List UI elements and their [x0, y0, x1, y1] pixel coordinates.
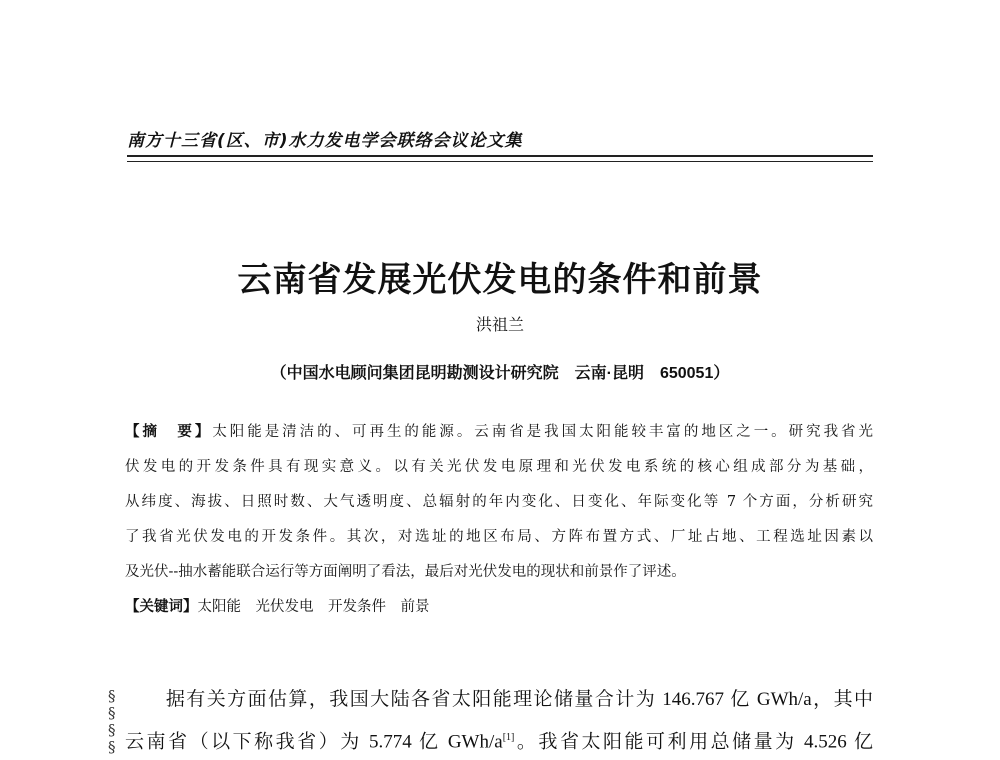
- abstract-label: 【摘 要】: [125, 424, 213, 440]
- keywords-label: 【关键词】: [125, 599, 198, 615]
- body-text: 。我省太阳能可利用总储量为 4.526 亿: [514, 731, 873, 753]
- author: 洪祖兰: [475, 315, 524, 334]
- affiliation: （中国水电顾问集团昆明勘测设计研究院 云南·昆明 650051）: [270, 365, 730, 382]
- binding-margin-icon: § § § §: [108, 687, 116, 756]
- header-rule-top: [127, 155, 873, 157]
- citation-ref: [1]: [502, 732, 515, 743]
- body-line: [125, 725, 873, 755]
- abstract-line: 了我省光伏发电的开发条件。其次，对选址的地区布局、方阵布置方式、厂址占地、工程选址因素以: [125, 529, 873, 545]
- abstract-text: 太阳能是清洁的、可再生的能源。云南省是我国太阳能较丰富的地区之一。研究我省光: [212, 424, 874, 440]
- abstract-line: [125, 421, 873, 443]
- body-text: 云南省（以下称我省）为 5.774 亿 GWh/a: [125, 731, 503, 753]
- abstract-line: 从纬度、海拔、日照时数、大气透明度、总辐射的年内变化、日变化、年际变化等 7 个方面，分析研究: [125, 494, 873, 510]
- running-head: 南方十三省(区、市)水力发电学会联络会议论文集: [127, 131, 523, 151]
- header-rule-bottom: [127, 161, 873, 162]
- keywords-line: [125, 596, 873, 618]
- paper-title: 云南省发展光伏发电的条件和前景: [237, 260, 763, 300]
- keywords-text: 太阳能 光伏发电 开发条件 前景: [197, 599, 430, 615]
- abstract-line: 伏发电的开发条件具有现实意义。以有关光伏发电原理和光伏发电系统的核心组成部分为基础，: [125, 459, 873, 475]
- body-line: 据有关方面估算，我国大陆各省太阳能理论储量合计为 146.767 亿 GWh/a，其中: [125, 689, 873, 710]
- abstract-line: 及光伏--抽水蓄能联合运行等方面阐明了看法，最后对光伏发电的现状和前景作了评述。: [125, 564, 686, 580]
